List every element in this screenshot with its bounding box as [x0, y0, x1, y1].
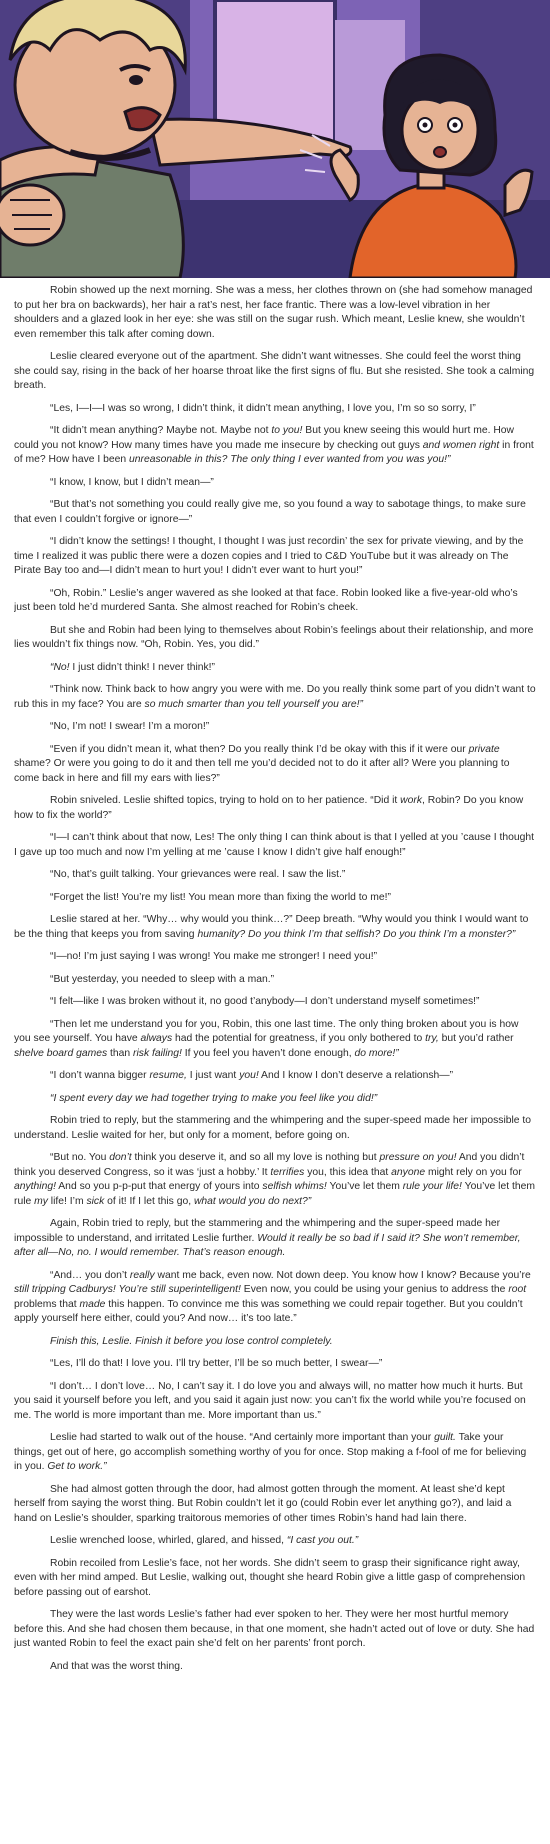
- paragraph-text: “I—I can’t think about that now, Les! The only thing I can think about is that I yelled at you ’cause I thought I gave up too much and now I’m yelling at me ’cause I know I didn’t give half enough!”: [14, 832, 534, 858]
- italic-text: selfish whims!: [262, 1181, 327, 1192]
- italic-text: my: [34, 1195, 48, 1207]
- paragraph-text: “I know, I know, but I didn’t mean—”: [50, 476, 214, 488]
- italic-text: resume,: [149, 1070, 187, 1081]
- italic-text: you!: [239, 1070, 259, 1081]
- italic-text: unreasonable in this? The only thing I ever wanted from you was you!”: [129, 454, 451, 465]
- story-paragraph: [14, 1431, 536, 1475]
- italic-text: Get to work.”: [47, 1461, 107, 1472]
- story-paragraph: [14, 743, 536, 787]
- italic-text: anyone: [391, 1166, 426, 1178]
- story-paragraph: [14, 284, 536, 342]
- paragraph-text: “Forget the list! You’re my list! You mean more than fixing the world to me!”: [50, 891, 391, 903]
- story-paragraph: [14, 831, 536, 860]
- story-paragraph: [14, 1357, 536, 1372]
- paragraph-text: “I felt—like I was broken without it, no good t’anybody—I don’t understand myself sometimes!”: [50, 996, 480, 1007]
- story-paragraph: [14, 1018, 536, 1062]
- italic-text: risk failing!: [133, 1047, 182, 1059]
- italic-text: so much smarter than you tell yourself you are!”: [144, 698, 363, 710]
- story-paragraph: [14, 587, 536, 616]
- paragraph-text: She had almost gotten through the door, had almost gotten through the moment. At least she’d kept herself from saying the worst thing. But Robin couldn’t let it go (could Robin ever let anything go?), and laid a hand on Leslie’s shoulder, sparking traitorous memories of other times Robin’s hand had lain there.: [14, 1483, 512, 1524]
- story-paragraph: [14, 1217, 536, 1261]
- paragraph-text: “Oh, Robin.” Leslie’s anger wavered as she looked at that face. Robin looked like a five-year-old who’s just been told he’d murdered Santa. She almost reached for Robin’s cheek.: [14, 587, 518, 613]
- paragraph-text: Take your things, get out of here, go accomplish something worthy of you for once. Stop making a f-fool of me for believing in you.: [14, 1432, 527, 1472]
- italic-text: made: [79, 1298, 106, 1310]
- story-paragraph: [14, 1114, 536, 1143]
- paragraph-text: “No, that’s guilt talking. Your grievances were real. I saw the list.”: [50, 869, 346, 880]
- italic-text: what would you do next?”: [193, 1195, 312, 1207]
- italic-text: work: [400, 795, 423, 806]
- paragraph-text: “I didn’t know the settings! I thought, I thought I was just recordin’ the sex for private viewing, and by the time I realized it was public there were a dozen copies and I tried to C&D YouTube but it was already on The Pirate Bay too and—I didn’t mean to hurt you! I didn’t ever want to hurt you!”: [14, 536, 524, 576]
- paragraph-text: “Even if you didn’t mean it, what then? Do you really think I’d be okay with this if it were our: [50, 743, 469, 755]
- paragraph-text: Even now, you could be using your genius to address the: [240, 1284, 509, 1295]
- story-paragraph: [14, 1151, 536, 1209]
- italic-text: private: [468, 743, 500, 755]
- story-paragraph: [14, 995, 536, 1010]
- paragraph-text: And you didn’t think you deserved Congress, so it was ‘just a hobby.’ It: [14, 1152, 525, 1178]
- story-paragraph: [14, 1092, 536, 1107]
- paragraph-text: life! I’m: [47, 1195, 87, 1207]
- paragraph-text: Leslie wrenched loose, whirled, glared, and hissed,: [50, 1535, 287, 1546]
- paragraph-text: might rely on you for: [425, 1166, 522, 1178]
- paragraph-text: “Les, I—I—I was so wrong, I didn’t think, it didn’t mean anything, I love you, I’m so so sorry, I”: [50, 402, 476, 414]
- paragraph-text: And I know I don’t deserve a relationsh—”: [258, 1070, 454, 1081]
- italic-text: root: [508, 1284, 527, 1295]
- paragraph-text: “I don’t… I don’t love… No, I can’t say it. I do love you and always will, no matter how much it hurts. But you said it yourself before you left, and you said it again just now: you can’t fix the world while you’re focused on me. The world is more important than me. More important than us.”: [14, 1380, 526, 1421]
- italic-text: Would it really be so bad if I said it? She won’t remember, after all—No, no. I would remember. That’s reason enough.: [14, 1232, 521, 1258]
- italic-text: terrifies: [270, 1166, 305, 1178]
- story-paragraph: [14, 476, 536, 491]
- paragraph-text: But she and Robin had been lying to themselves about Robin’s feelings about their relationship, and more lies wouldn’t fix things now. “Oh, Robin. Yes, you did.”: [14, 624, 534, 650]
- story-paragraph: [14, 1534, 536, 1549]
- comic-illustration: [0, 0, 550, 278]
- story-paragraph: [14, 683, 536, 712]
- story-paragraph: [14, 1557, 536, 1601]
- italic-text: try,: [425, 1033, 439, 1044]
- paragraph-text: Leslie cleared everyone out of the apartment. She didn’t want witnesses. She could feel the worst thing she could say, rising in the back of her hoarse throat like the first signs of flu. But she resisted. She took a calming breath.: [14, 351, 535, 391]
- italic-text: “I spent every day we had together trying to make you feel like you did!”: [50, 1092, 378, 1104]
- paragraph-text: “Think now. Think back to how angry you were with me. Do you really think some part of you didn’t want to rub this in my face? You are: [14, 684, 536, 710]
- paragraph-text: shame? Or were you going to do it and then tell me you’d decided not to do it after all? Were you planning to come back in here and fill my ears with lies?”: [14, 758, 510, 784]
- story-paragraph: [14, 891, 536, 906]
- paragraph-text: “I don’t wanna bigger: [50, 1070, 150, 1081]
- story-paragraph: [14, 498, 536, 527]
- story-paragraph: [14, 1608, 536, 1652]
- italic-text: Finish this, Leslie. Finish it before you lose control completely.: [50, 1335, 333, 1347]
- story-paragraph: [14, 794, 536, 823]
- paragraph-text: think you deserve it, and so all my love is nothing but: [131, 1152, 380, 1163]
- paragraph-text: of it! If I let this go,: [104, 1195, 194, 1207]
- story-paragraph: [14, 1269, 536, 1327]
- italic-text: rule your life!: [402, 1181, 462, 1192]
- paragraph-text: Again, Robin tried to reply, but the stammering and the whimpering and the super-speed made her impossible to understand, and irritated Leslie further.: [14, 1218, 501, 1244]
- paragraph-text: “Les, I’ll do that! I love you. I’ll try better, I’ll be so much better, I swear—”: [50, 1358, 383, 1369]
- paragraph-text: in front of me? How have I been: [14, 439, 534, 465]
- italic-text: guilt.: [434, 1432, 456, 1443]
- italic-text: do more!”: [354, 1047, 399, 1059]
- story-paragraph: [14, 624, 536, 653]
- story-paragraph: [14, 913, 536, 942]
- paragraph-text: And so you p-p-put that energy of yours into: [55, 1181, 263, 1192]
- story-paragraph: [14, 1335, 536, 1350]
- paragraph-text: You’ve let them: [326, 1181, 403, 1192]
- paragraph-text: And that was the worst thing.: [50, 1660, 183, 1672]
- paragraph-text: “And… you don’t: [50, 1269, 130, 1281]
- paragraph-text: , Robin? Do you know how to fix the world?”: [14, 795, 524, 821]
- italic-text: still tripping Cadburys! You’re still superintelligent!: [14, 1284, 241, 1295]
- paragraph-text: I just didn’t think! I never think!”: [69, 661, 216, 673]
- paragraph-text: “No, I’m not! I swear! I’m a moron!”: [50, 721, 210, 732]
- story-paragraph: [14, 1069, 536, 1084]
- italic-text: to you!: [271, 425, 303, 436]
- paragraph-text: “I—no! I’m just saying I was wrong! You make me stronger! I need you!”: [50, 951, 378, 962]
- paragraph-text: They were the last words Leslie’s father had ever spoken to her. They were her most hurtful memory before this. And she had chosen them because, in that one moment, she hadn’t acted out of love or duty. She had just wanted Robin to feel the exact pain she’d felt on her parents’ front porch.: [14, 1609, 535, 1649]
- story-text: [14, 284, 536, 1840]
- story-paragraph: [14, 950, 536, 965]
- italic-text: anything!: [14, 1181, 56, 1192]
- paragraph-text: If you feel you haven’t done enough,: [181, 1047, 355, 1059]
- paragraph-text: “But yesterday, you needed to sleep with a man.”: [50, 973, 275, 985]
- paragraph-text: Leslie stared at her. “Why… why would you think…?” Deep breath. “Why would you think I would want to be the thing that keeps you from saving: [14, 914, 529, 940]
- paragraph-text: want me back, even now. Not down deep. You know how I know? Because you’re: [154, 1269, 531, 1281]
- italic-text: sick: [86, 1195, 105, 1207]
- paragraph-text: problems that: [14, 1298, 80, 1310]
- story-paragraph: [14, 868, 536, 883]
- paragraph-text: you, this idea that: [304, 1166, 392, 1178]
- paragraph-text: “It didn’t mean anything? Maybe not. Maybe not: [50, 425, 272, 436]
- story-paragraph: [14, 402, 536, 417]
- italic-text: pressure on you!: [379, 1152, 457, 1163]
- italic-text: shelve board games: [14, 1047, 108, 1059]
- paragraph-text: Robin sniveled. Leslie shifted topics, trying to hold on to her patience. “Did it: [50, 795, 401, 806]
- paragraph-text: I just want: [186, 1070, 240, 1081]
- comic-panel-art: [0, 0, 550, 278]
- story-paragraph: [14, 535, 536, 579]
- story-paragraph: [14, 973, 536, 988]
- paragraph-text: had the potential for greatness, if you only bothered to: [172, 1033, 426, 1044]
- italic-text: humanity? Do you think I’m that selfish? Do you think I’m a monster?”: [197, 928, 516, 940]
- story-paragraph: [14, 350, 536, 394]
- italic-text: “I cast you out.”: [286, 1535, 359, 1546]
- italic-text: really: [129, 1269, 155, 1281]
- paragraph-text: You’ve let them rule: [14, 1181, 535, 1207]
- italic-text: always: [140, 1033, 173, 1044]
- story-paragraph: [14, 424, 536, 468]
- paragraph-text: Robin showed up the next morning. She was a mess, her clothes thrown on (she had somehow managed to put her bra on backwards), her hair a rat’s nest, her face frantic. There was a low-level vibration in her shoulders and a glazed look in her eye: she was still on the sugar rush. Which meant, Leslie knew, she wouldn’t even remember this talk after coming down.: [14, 285, 533, 340]
- paragraph-text: this happen. To convince me this was something we could repair together. But you couldn’t apply yourself here either, could you? And now… it’s too late.”: [14, 1298, 523, 1324]
- italic-text: don’t: [109, 1152, 132, 1163]
- italic-text: and women right: [422, 439, 500, 451]
- paragraph-text: Robin tried to reply, but the stammering and the whimpering and the super-speed made her impossible to understand. Leslie waited for her, but only for a moment, before going on.: [14, 1115, 532, 1141]
- italic-text: “No!: [50, 661, 70, 673]
- story-paragraph: [14, 1483, 536, 1527]
- story-paragraph: [14, 720, 536, 735]
- story-paragraph: [14, 1380, 536, 1424]
- paragraph-text: Robin recoiled from Leslie’s face, not her words. She didn’t seem to grasp their significance right away, even with her mind amped. But Leslie, walking out, thought she heard Robin give a little gasp of comprehension before passing out of earshot.: [14, 1557, 526, 1598]
- story-paragraph: [14, 661, 536, 676]
- paragraph-text: than: [107, 1047, 134, 1059]
- paragraph-text: “But no. You: [50, 1152, 110, 1163]
- paragraph-text: “Then let me understand you for you, Robin, this one last time. The only thing broken about you is how you see yourself. You have: [14, 1018, 519, 1044]
- paragraph-text: “But that’s not something you could really give me, so you found a way to sabotage things, to make sure that even I couldn’t forgive or ignore—”: [14, 499, 526, 525]
- paragraph-text: Leslie had started to walk out of the house. “And certainly more important than your: [50, 1432, 435, 1443]
- paragraph-text: but you’d rather: [438, 1033, 514, 1044]
- story-paragraph: [14, 1660, 536, 1675]
- paragraph-text: But you knew seeing this would hurt me. How could you not know? How many times have you made me insecure by checking out guys: [14, 425, 515, 451]
